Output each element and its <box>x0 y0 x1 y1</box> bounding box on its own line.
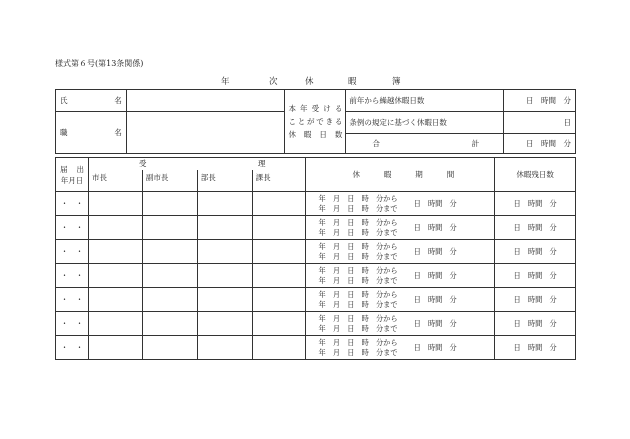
carryover-field[interactable]: 日 時間 分 <box>504 90 576 112</box>
stamp-deputy-mayor[interactable] <box>142 288 197 312</box>
stamp-director[interactable] <box>197 336 252 360</box>
stamp-section-chief[interactable] <box>252 216 306 240</box>
period-cell[interactable]: 年 月 日 時 分から 年 月 日 時 分まで 日 時間 分 <box>306 192 495 216</box>
stamp-section-chief[interactable] <box>252 192 306 216</box>
total-field[interactable]: 日 時間 分 <box>504 134 576 154</box>
stamp-mayor[interactable] <box>88 264 142 288</box>
filed-date-cell[interactable]: ・ ・ <box>56 240 89 264</box>
position-label: 職 <box>60 127 68 137</box>
filed-date-cell[interactable]: ・ ・ <box>56 192 89 216</box>
stamp-mayor[interactable] <box>88 312 142 336</box>
remaining-cell[interactable]: 日 時間 分 <box>495 216 576 240</box>
stamp-deputy-mayor[interactable] <box>142 216 197 240</box>
stamp-deputy-mayor[interactable] <box>142 336 197 360</box>
remaining-cell[interactable]: 日 時間 分 <box>495 192 576 216</box>
remaining-cell[interactable]: 日 時間 分 <box>495 312 576 336</box>
period-cell[interactable]: 年 月 日 時 分から 年 月 日 時 分まで 日 時間 分 <box>306 216 495 240</box>
remaining-cell[interactable]: 日 時間 分 <box>495 240 576 264</box>
total-label: 合 <box>372 138 380 148</box>
stamp-mayor[interactable] <box>88 336 142 360</box>
accept-header: 受 理 <box>88 158 306 170</box>
leave-log-table <box>55 157 576 360</box>
filed-date-cell[interactable]: ・ ・ <box>56 312 89 336</box>
stamp-director[interactable] <box>197 288 252 312</box>
stamp-director[interactable] <box>197 240 252 264</box>
stamp-section-chief[interactable] <box>252 336 306 360</box>
stamp-director[interactable] <box>197 312 252 336</box>
ordinance-label: 条例の規定に基づく休暇日数 <box>346 112 504 134</box>
table-row <box>56 288 576 312</box>
role-section-chief: 課長 <box>252 170 306 192</box>
stamp-deputy-mayor[interactable] <box>142 312 197 336</box>
remaining-cell[interactable]: 日 時間 分 <box>495 288 576 312</box>
filed-date-header: 届 出 年月日 <box>56 158 89 192</box>
total-label-cell: 合 計 <box>346 134 504 154</box>
stamp-director[interactable] <box>197 264 252 288</box>
filed-date-cell[interactable]: ・ ・ <box>56 288 89 312</box>
remaining-cell[interactable]: 日 時間 分 <box>495 264 576 288</box>
position-label-cell: 職 名 <box>56 112 127 154</box>
stamp-deputy-mayor[interactable] <box>142 192 197 216</box>
position-field[interactable] <box>126 112 285 154</box>
stamp-deputy-mayor[interactable] <box>142 240 197 264</box>
remaining-cell[interactable]: 日 時間 分 <box>495 336 576 360</box>
header-table <box>55 89 576 154</box>
title-char: 休 <box>305 77 314 87</box>
stamp-section-chief[interactable] <box>252 288 306 312</box>
title-char: 年 <box>221 77 230 87</box>
stamp-section-chief[interactable] <box>252 240 306 264</box>
remaining-header: 休暇残日数 <box>495 158 576 192</box>
stamp-deputy-mayor[interactable] <box>142 264 197 288</box>
stamp-mayor[interactable] <box>88 192 142 216</box>
stamp-section-chief[interactable] <box>252 264 306 288</box>
ordinance-field[interactable]: 日 <box>504 112 576 134</box>
days-label-cell: 本年受ける ことができる 休暇日数 <box>285 90 346 154</box>
stamp-section-chief[interactable] <box>252 312 306 336</box>
title-char: 暇 <box>348 77 357 87</box>
form-title <box>0 75 630 87</box>
table-row <box>56 264 576 288</box>
role-deputy-mayor: 副市長 <box>142 170 197 192</box>
stamp-director[interactable] <box>197 192 252 216</box>
title-char: 次 <box>269 77 278 87</box>
table-row <box>56 336 576 360</box>
table-row <box>56 216 576 240</box>
period-cell[interactable]: 年 月 日 時 分から 年 月 日 時 分まで 日 時間 分 <box>306 288 495 312</box>
stamp-mayor[interactable] <box>88 240 142 264</box>
period-cell[interactable]: 年 月 日 時 分から 年 月 日 時 分まで 日 時間 分 <box>306 312 495 336</box>
period-cell[interactable]: 年 月 日 時 分から 年 月 日 時 分まで 日 時間 分 <box>306 336 495 360</box>
role-director: 部長 <box>197 170 252 192</box>
table-row <box>56 312 576 336</box>
stamp-mayor[interactable] <box>88 288 142 312</box>
stamp-mayor[interactable] <box>88 216 142 240</box>
title-char: 簿 <box>392 77 401 87</box>
name-field[interactable] <box>126 90 285 112</box>
filed-date-cell[interactable]: ・ ・ <box>56 216 89 240</box>
role-mayor: 市長 <box>88 170 142 192</box>
name-label-cell: 氏 名 <box>56 90 127 112</box>
filed-date-cell[interactable]: ・ ・ <box>56 264 89 288</box>
period-header: 休 暇 期 間 <box>306 158 495 192</box>
name-label: 氏 <box>60 95 68 105</box>
table-row <box>56 240 576 264</box>
form-caption: 様式第６号(第13条関係) <box>55 59 144 68</box>
period-cell[interactable]: 年 月 日 時 分から 年 月 日 時 分まで 日 時間 分 <box>306 240 495 264</box>
table-row <box>56 192 576 216</box>
filed-date-cell[interactable]: ・ ・ <box>56 336 89 360</box>
carryover-label: 前年から繰越休暇日数 <box>346 90 504 112</box>
stamp-director[interactable] <box>197 216 252 240</box>
period-cell[interactable]: 年 月 日 時 分から 年 月 日 時 分まで 日 時間 分 <box>306 264 495 288</box>
